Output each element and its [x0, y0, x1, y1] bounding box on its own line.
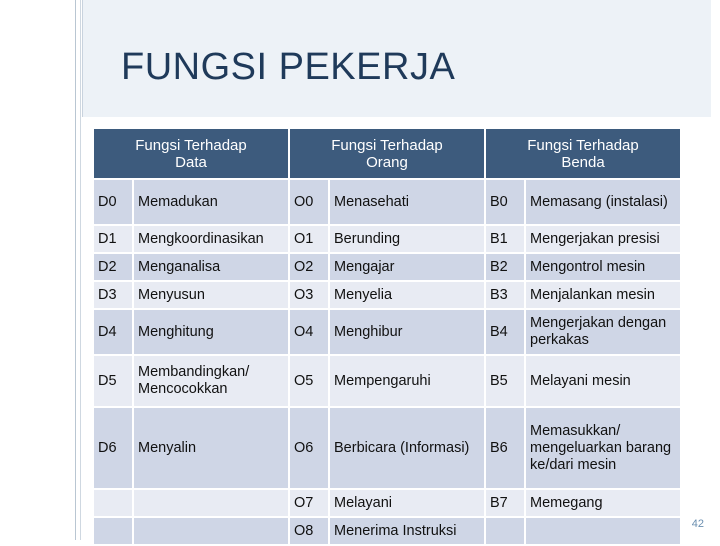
cell-things-function: Memasang (instalasi)	[525, 179, 681, 225]
cell-data-code: D1	[93, 225, 133, 253]
cell-things-function: Memasukkan/ mengeluarkan barang ke/dari mesin	[525, 407, 681, 489]
cell-data-code: D5	[93, 355, 133, 407]
cell-data-code	[93, 489, 133, 517]
cell-people-code: O0	[289, 179, 329, 225]
cell-people-function: Berbicara (Informasi)	[329, 407, 485, 489]
cell-data-function: Membandingkan/ Mencocokkan	[133, 355, 289, 407]
cell-people-function: Melayani	[329, 489, 485, 517]
cell-data-code: D3	[93, 281, 133, 309]
cell-data-code: D0	[93, 179, 133, 225]
table-row	[93, 407, 681, 489]
cell-things-function: Mengontrol mesin	[525, 253, 681, 281]
cell-things-code: B6	[485, 407, 525, 489]
table-row	[93, 253, 681, 281]
header-things-functions: Fungsi Terhadap Benda	[485, 128, 681, 179]
decorative-line-inner	[80, 0, 81, 540]
cell-things-function: Melayani mesin	[525, 355, 681, 407]
cell-data-function	[133, 517, 289, 545]
slide-title: FUNGSI PEKERJA	[121, 46, 456, 88]
cell-people-function: Menasehati	[329, 179, 485, 225]
cell-people-function: Menghibur	[329, 309, 485, 355]
cell-things-code: B0	[485, 179, 525, 225]
table-row	[93, 281, 681, 309]
decorative-line	[75, 0, 76, 540]
cell-data-code	[93, 517, 133, 545]
table-header-row	[93, 128, 681, 179]
cell-things-code: B7	[485, 489, 525, 517]
cell-things-code: B1	[485, 225, 525, 253]
cell-people-code: O7	[289, 489, 329, 517]
table-row	[93, 489, 681, 517]
cell-data-function: Memadukan	[133, 179, 289, 225]
header-data-functions: Fungsi Terhadap Data	[93, 128, 289, 179]
cell-people-code: O8	[289, 517, 329, 545]
page-number: 42	[691, 518, 704, 530]
cell-people-function: Berunding	[329, 225, 485, 253]
cell-things-function: Mengerjakan presisi	[525, 225, 681, 253]
cell-people-code: O4	[289, 309, 329, 355]
cell-people-function: Menerima Instruksi	[329, 517, 485, 545]
table-row	[93, 309, 681, 355]
cell-things-code: B5	[485, 355, 525, 407]
table-row	[93, 179, 681, 225]
cell-things-function: Memegang	[525, 489, 681, 517]
cell-data-function: Menghitung	[133, 309, 289, 355]
cell-things-function: Mengerjakan dengan perkakas	[525, 309, 681, 355]
cell-data-function: Menyusun	[133, 281, 289, 309]
table-row	[93, 355, 681, 407]
cell-people-code: O3	[289, 281, 329, 309]
cell-people-function: Mengajar	[329, 253, 485, 281]
cell-things-code: B2	[485, 253, 525, 281]
cell-data-function: Mengkoordinasikan	[133, 225, 289, 253]
cell-things-code	[485, 517, 525, 545]
cell-people-code: O6	[289, 407, 329, 489]
cell-data-code: D2	[93, 253, 133, 281]
cell-data-function: Menganalisa	[133, 253, 289, 281]
table-row	[93, 517, 681, 545]
worker-function-table	[92, 127, 682, 546]
cell-data-function	[133, 489, 289, 517]
header-people-functions: Fungsi Terhadap Orang	[289, 128, 485, 179]
table-row	[93, 225, 681, 253]
cell-things-code: B3	[485, 281, 525, 309]
cell-data-code: D4	[93, 309, 133, 355]
cell-people-code: O5	[289, 355, 329, 407]
cell-data-function: Menyalin	[133, 407, 289, 489]
cell-data-code: D6	[93, 407, 133, 489]
cell-people-code: O1	[289, 225, 329, 253]
cell-things-function	[525, 517, 681, 545]
cell-people-code: O2	[289, 253, 329, 281]
cell-people-function: Mempengaruhi	[329, 355, 485, 407]
cell-things-code: B4	[485, 309, 525, 355]
cell-things-function: Menjalankan mesin	[525, 281, 681, 309]
cell-people-function: Menyelia	[329, 281, 485, 309]
